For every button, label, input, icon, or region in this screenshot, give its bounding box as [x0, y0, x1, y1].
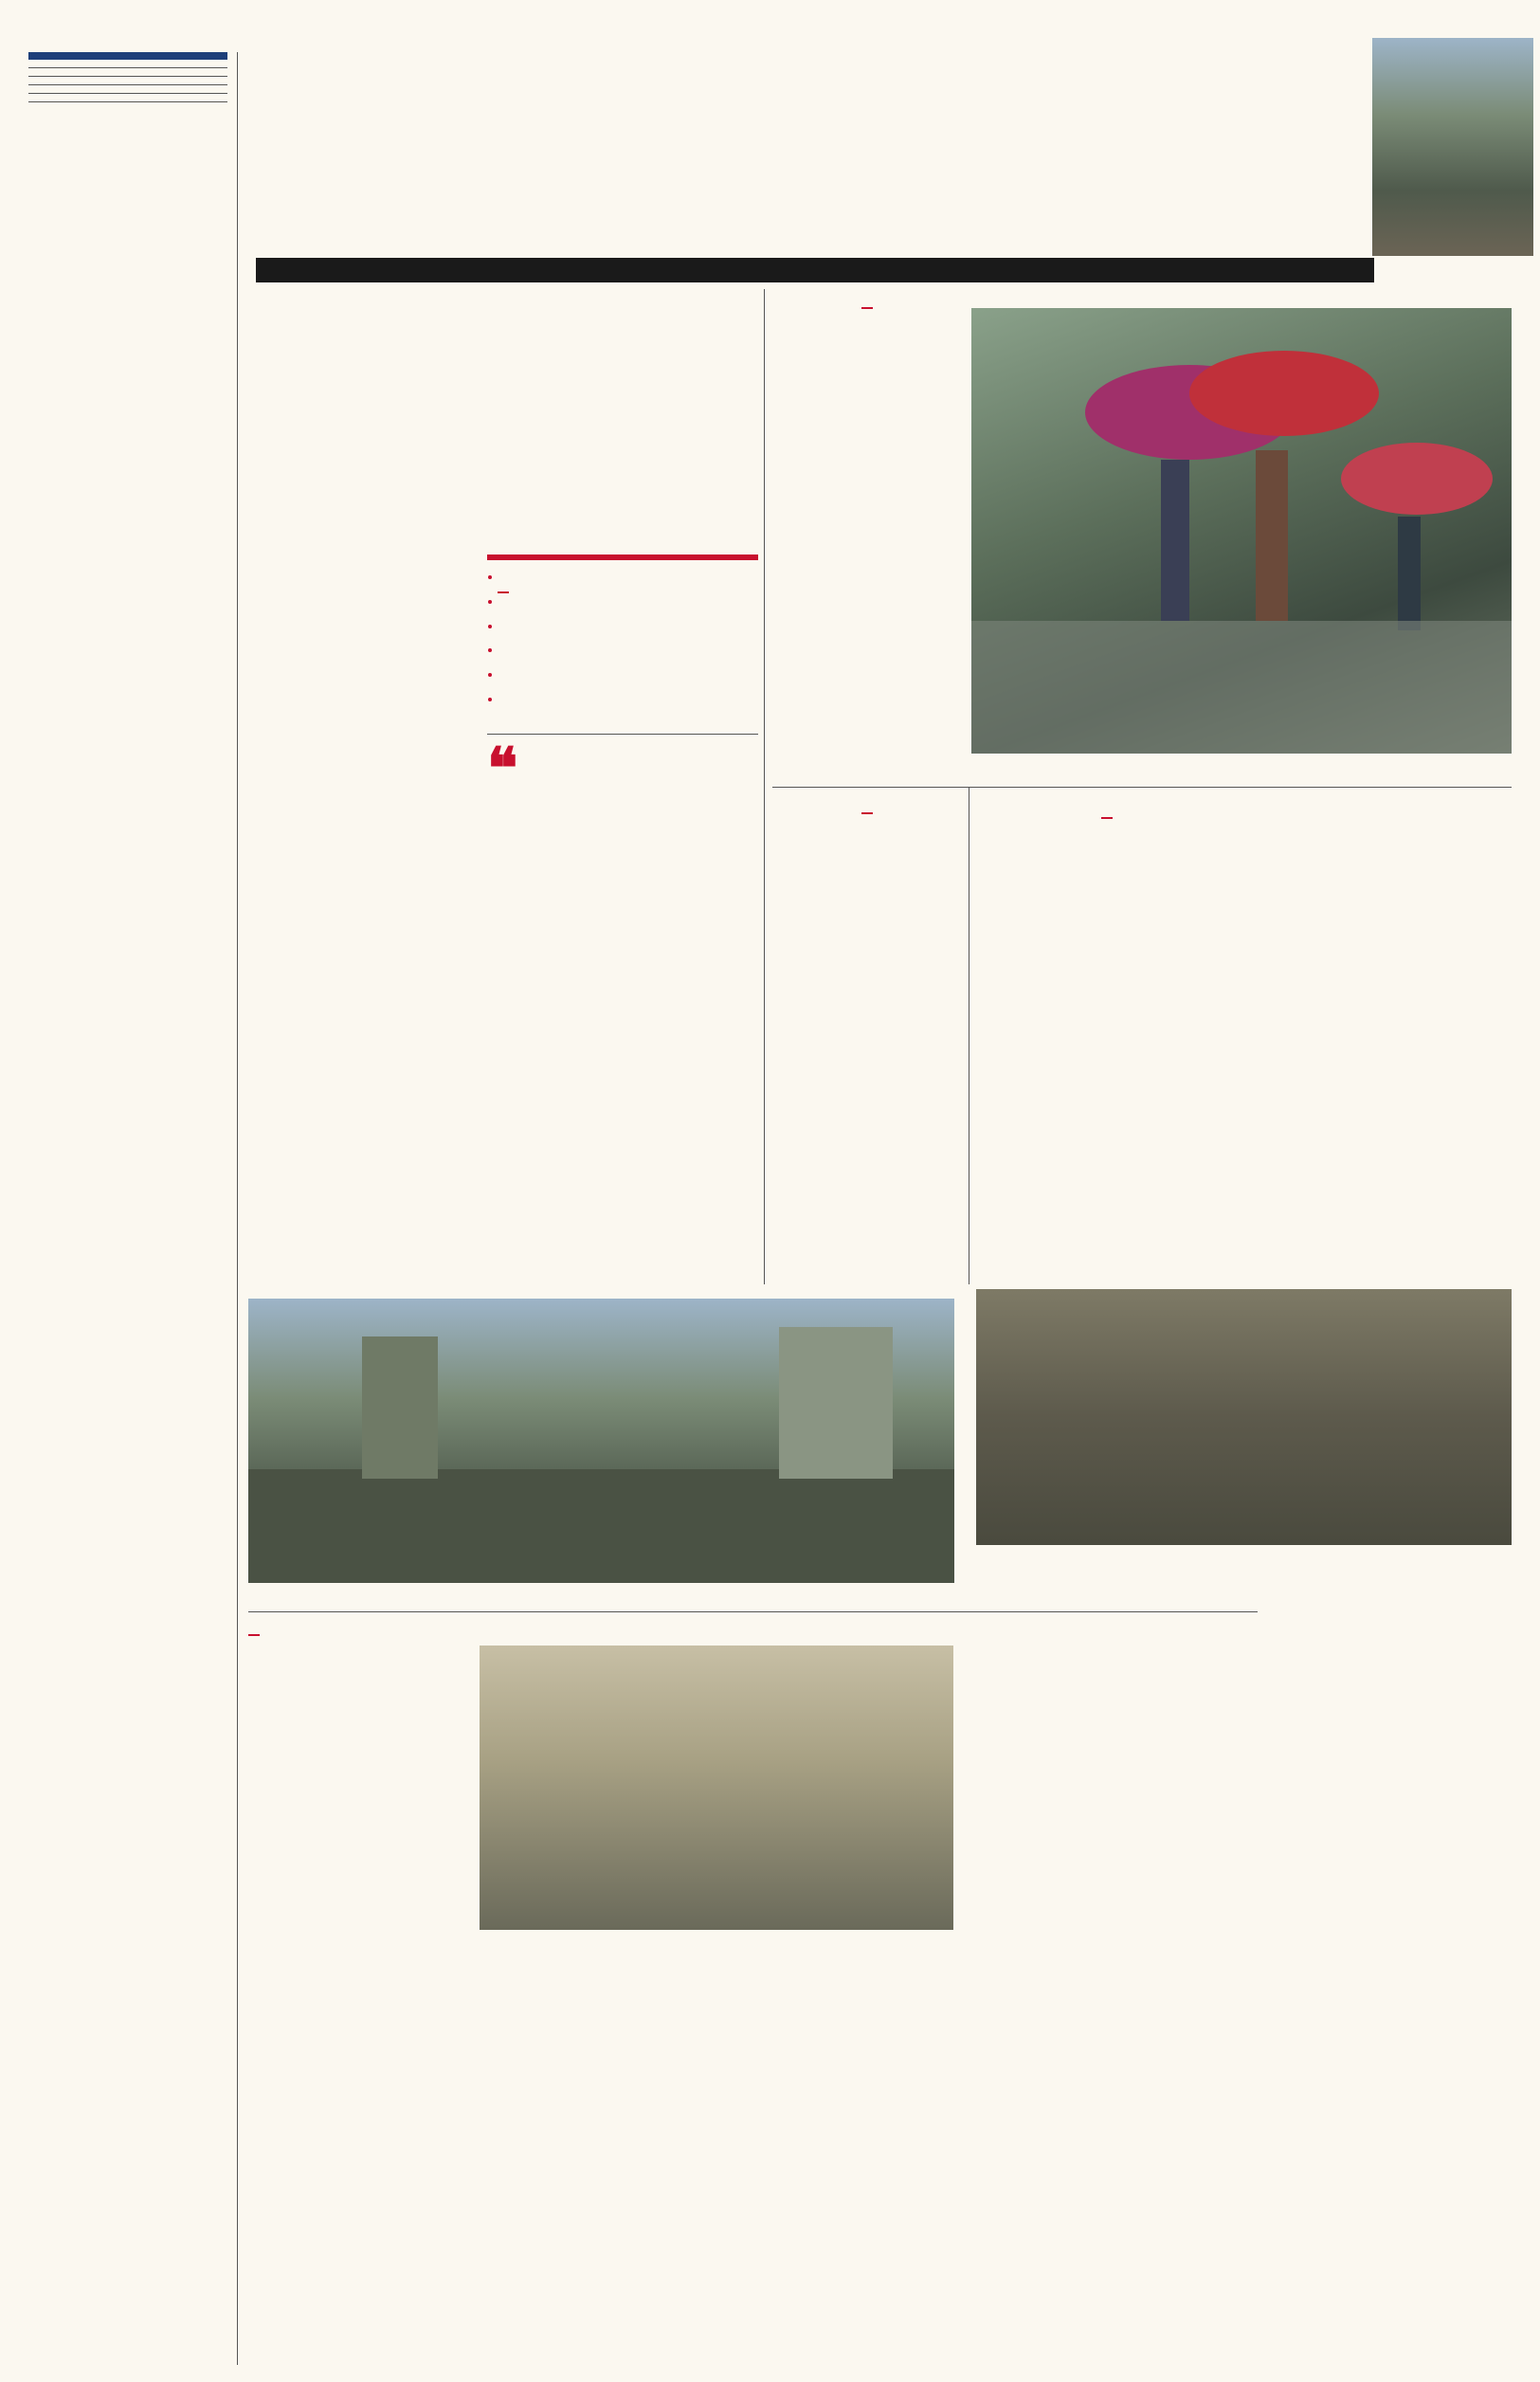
rally-illustration: [248, 1299, 954, 1583]
lead-headline: [248, 289, 758, 573]
masthead-photo: [1372, 38, 1533, 256]
story6-dateline: [248, 1630, 260, 1636]
facts-item: [502, 690, 758, 711]
facts-item: [502, 665, 758, 686]
divider: [28, 93, 227, 94]
lead-continuation: [487, 948, 762, 1289]
rain-photo: [971, 308, 1512, 754]
facts-item: [502, 592, 758, 613]
rally-photo-caption: [248, 1587, 954, 1608]
sidebar-header: [28, 52, 227, 60]
masthead-subtitle: [483, 180, 957, 237]
umbrella-illustration: [971, 308, 1512, 754]
story6-col-a: [248, 1646, 466, 1930]
facts-item: [502, 641, 758, 662]
masthead: [171, 0, 1540, 275]
rally-photo: [248, 1299, 954, 1583]
divider: [764, 289, 765, 1284]
divider: [28, 76, 227, 77]
jetty-photo: [976, 1289, 1512, 1545]
classroom-photo: [480, 1646, 953, 1930]
lead-body: [248, 649, 476, 1275]
masthead-title: [389, 47, 1052, 152]
jetty-story: [976, 794, 1512, 1287]
story4-col-a: [976, 800, 1237, 831]
divider: [28, 84, 227, 85]
facts-box-title: [487, 555, 758, 560]
story2-dateline: [861, 303, 873, 309]
divider: [772, 787, 1512, 788]
facts-list: [487, 568, 758, 711]
divider: [237, 52, 238, 2365]
masthead-teaser: [1175, 104, 1365, 237]
story4-col-b: [1250, 800, 1511, 831]
school-story: [248, 1616, 1262, 2374]
story3-visible-block: [772, 794, 962, 1287]
story4-dateline: [1101, 813, 1113, 819]
jetty-photo-caption: [976, 1549, 1512, 1570]
pull-quote: [487, 734, 758, 802]
quote-mark-icon: ❝: [487, 735, 518, 802]
facts-item: [502, 617, 758, 638]
date-bar: [256, 258, 1374, 282]
story6-col-b: [967, 1646, 1251, 1930]
rain-photo-caption: [971, 758, 1512, 781]
story3-dateline: [861, 809, 873, 814]
sidebar: [28, 52, 227, 2365]
divider: [28, 67, 227, 68]
divider: [28, 101, 227, 102]
facts-item: [502, 568, 758, 589]
